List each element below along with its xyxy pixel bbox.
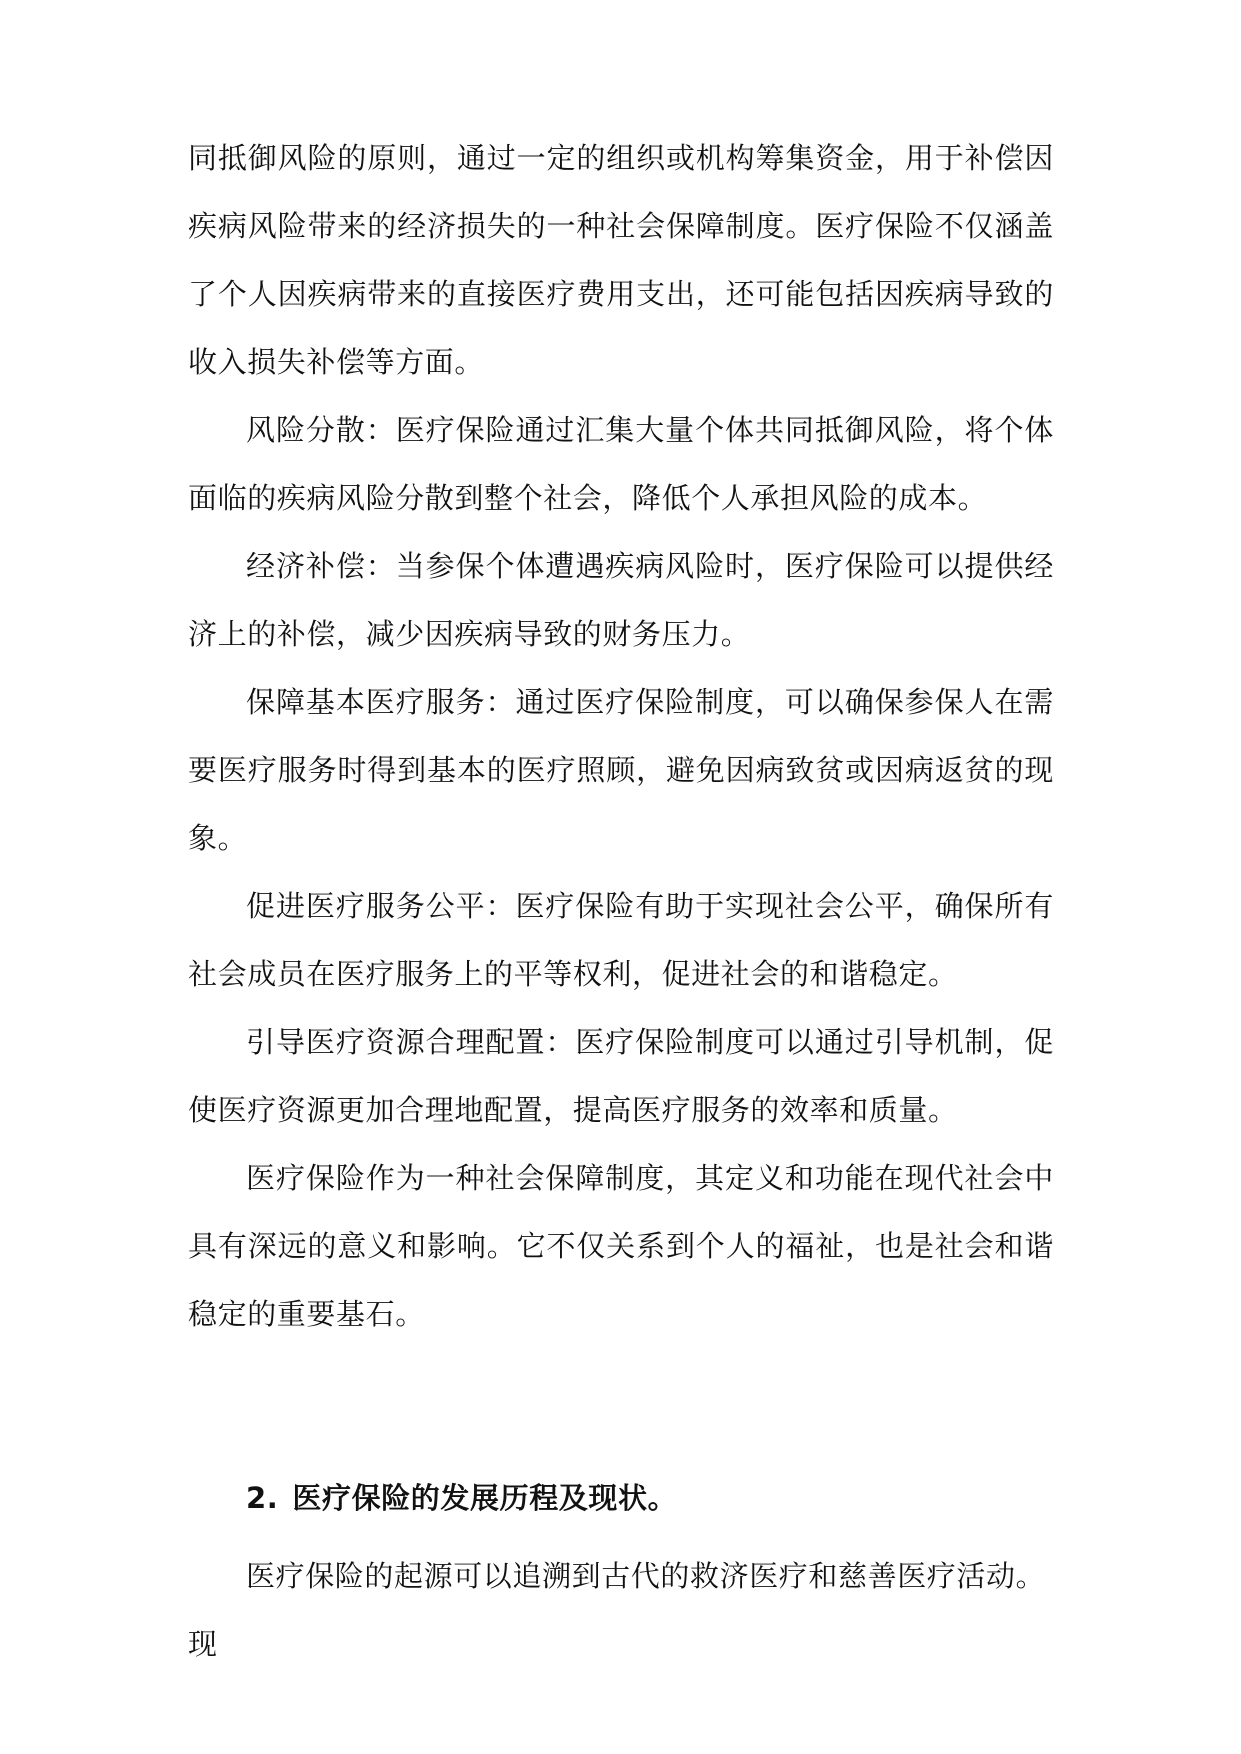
paragraph-resource-allocation: 引导医疗资源合理配置：医疗保险制度可以通过引导机制，促使医疗资源更加合理地配置，提高医疗服务的效率和质量。	[188, 1025, 1054, 1127]
paragraph-service-fairness: 促进医疗服务公平：医疗保险有助于实现社会公平，确保所有社会成员在医疗服务上的平等权利，促进社会的和谐稳定。	[188, 889, 1054, 991]
body-text-continued	[188, 1542, 1054, 1678]
paragraph-continuation: 同抵御风险的原则，通过一定的组织或机构筹集资金，用于补偿因疾病风险带来的经济损失的一种社会保障制度。医疗保险不仅涵盖了个人因疾病带来的直接医疗费用支出，还可能包括因疾病导致的收入损失补偿等方面。	[188, 141, 1054, 379]
paragraph-summary: 医疗保险作为一种社会保障制度，其定义和功能在现代社会中具有深远的意义和影响。它不仅关系到个人的福祉，也是社会和谐稳定的重要基石。	[188, 1161, 1054, 1331]
section-heading	[246, 1464, 677, 1532]
section-number: 2.	[246, 1481, 279, 1515]
paragraph-origins: 医疗保险的起源可以追溯到古代的救济医疗和慈善医疗活动。现	[188, 1559, 1046, 1661]
paragraph-economic-compensation: 经济补偿：当参保个体遭遇疾病风险时，医疗保险可以提供经济上的补偿，减少因疾病导致的财务压力。	[188, 549, 1054, 651]
section-title: 医疗保险的发展历程及现状。	[292, 1481, 678, 1515]
paragraph-basic-medical-services: 保障基本医疗服务：通过医疗保险制度，可以确保参保人在需要医疗服务时得到基本的医疗照顾，避免因病致贫或因病返贫的现象。	[188, 685, 1054, 855]
paragraph-risk-spreading: 风险分散：医疗保险通过汇集大量个体共同抵御风险，将个体面临的疾病风险分散到整个社会，降低个人承担风险的成本。	[188, 413, 1054, 515]
body-text	[188, 124, 1054, 1348]
